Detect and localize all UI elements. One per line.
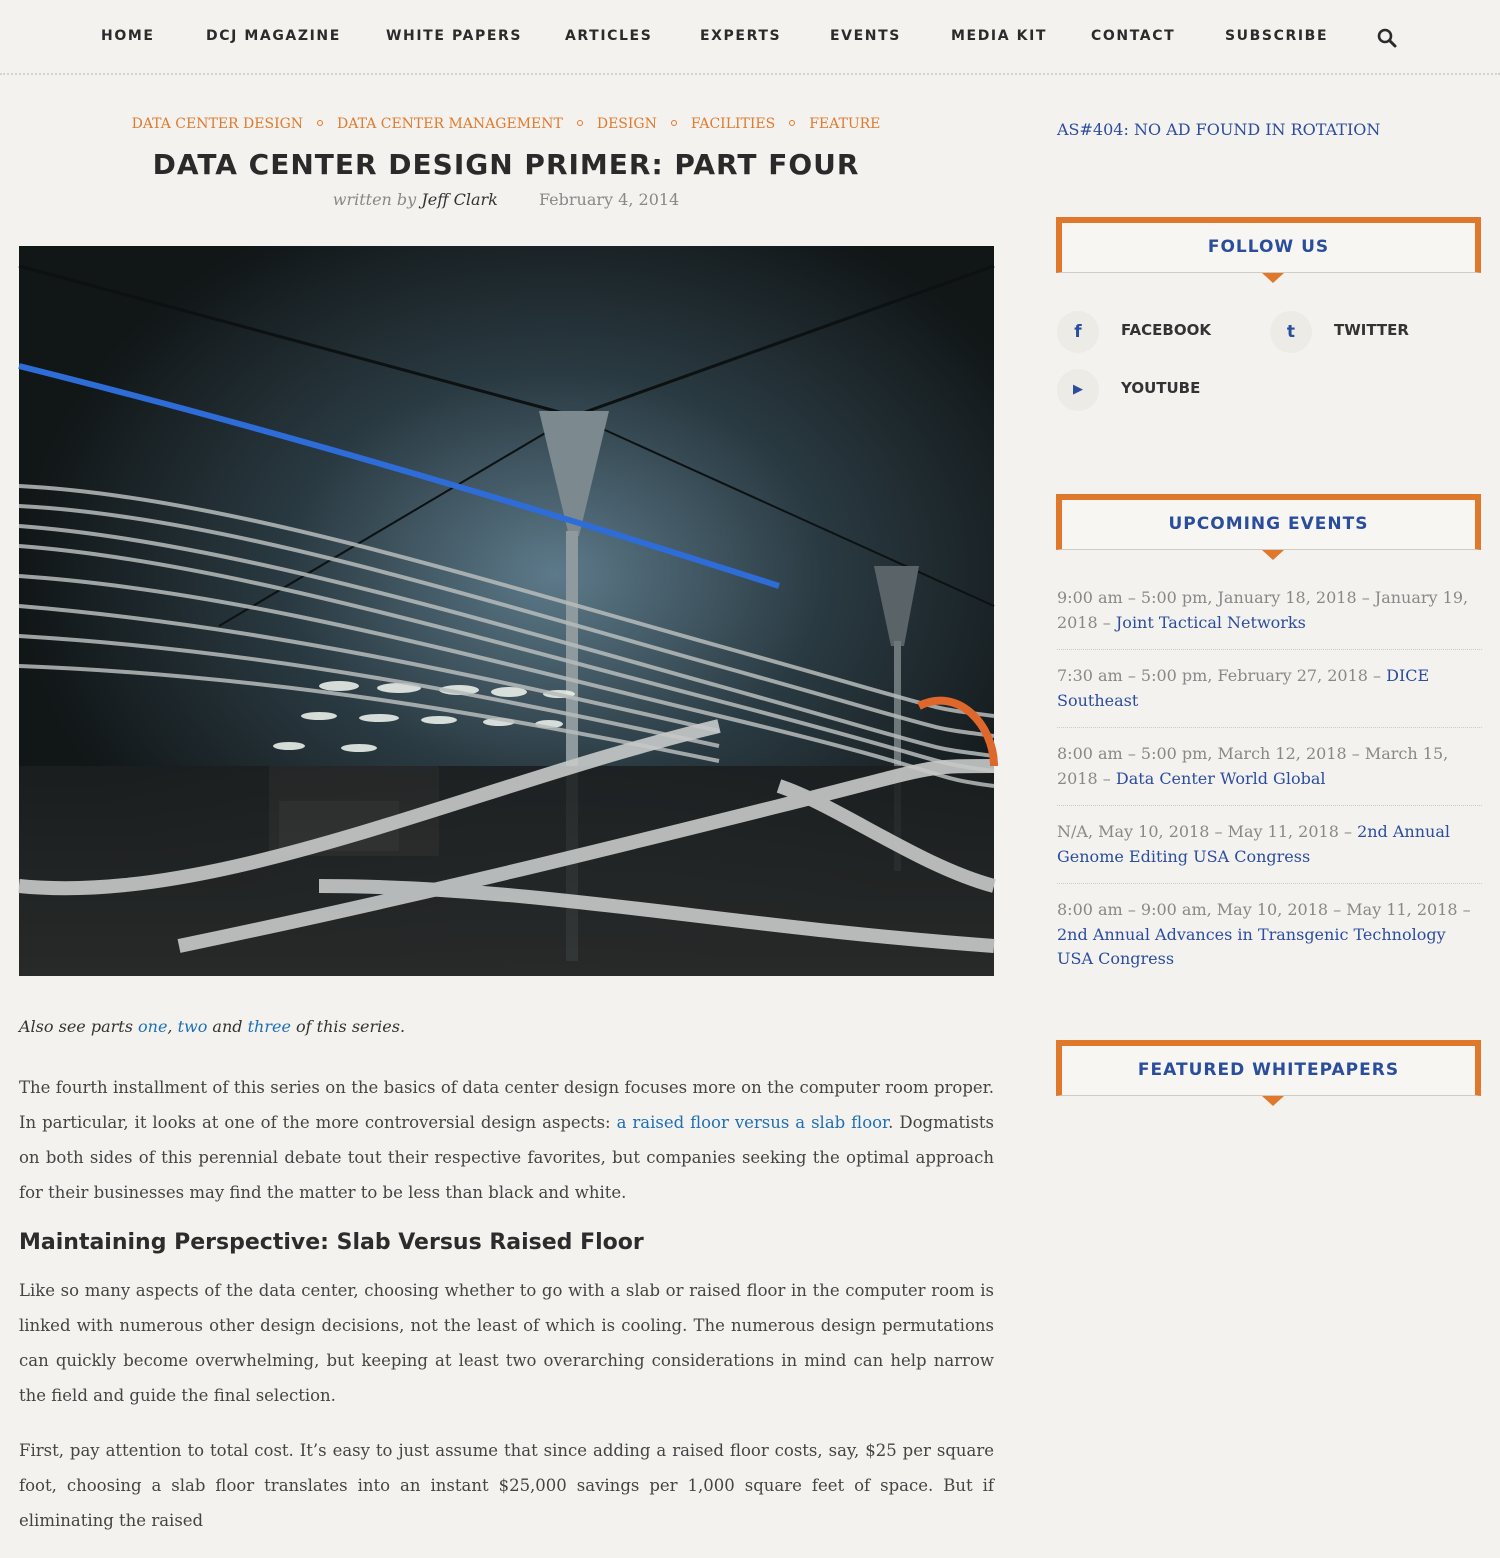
category-feature[interactable]: FEATURE [809, 116, 881, 132]
paragraph-text: . Dogmatists on both sides of this perennial debate tout their respective favorites, but companies seeking the optimal approach for their businesses may find the matter to be less than black and white. [19, 1113, 995, 1202]
header-pointer [1262, 550, 1284, 560]
facebook-link[interactable] [1057, 311, 1257, 347]
intro-text: and [207, 1017, 248, 1036]
category-design[interactable]: DESIGN [596, 116, 657, 132]
underfloor-cabling-photo [19, 246, 994, 976]
event-link[interactable]: Joint Tactical Networks [1115, 612, 1306, 632]
author-link[interactable]: Jeff Clark [421, 190, 498, 209]
twitter-label: TWITTER [1334, 321, 1409, 339]
event-item [1057, 586, 1482, 650]
paragraph-3: First, pay attention to total cost. It’s easy to just assume that since adding a raised floor costs, say, $25 per square foot, choosing a slab floor translates into an instant $25,000 savings per 1,000 square feet of space. But if eliminating the raised [19, 1441, 994, 1530]
written-by-label: written by [332, 190, 417, 209]
separator-dot [789, 120, 795, 126]
intro-text: Also see parts [19, 1017, 138, 1036]
category-data-center-management[interactable]: DATA CENTER MANAGEMENT [337, 116, 563, 132]
series-intro [19, 1012, 994, 1042]
separator-dot [577, 120, 583, 126]
part-three-link[interactable]: three [247, 1017, 291, 1036]
event-item [1057, 664, 1482, 728]
nav-dcj-magazine[interactable]: DCJ MAGAZINE [206, 28, 341, 44]
category-data-center-design[interactable]: DATA CENTER DESIGN [131, 116, 304, 132]
event-time: 9:00 am – 5:00 pm, January 18, 2018 – January 19, 2018 [1057, 588, 1469, 632]
nav-white-papers[interactable]: WHITE PAPERS [386, 28, 523, 44]
upcoming-events-title: UPCOMING EVENTS [1168, 514, 1369, 534]
facebook-icon: f [1057, 311, 1099, 353]
follow-us-header [1056, 217, 1481, 273]
nav-experts[interactable]: EXPERTS [700, 28, 782, 44]
event-item [1057, 898, 1482, 986]
publish-date: February 4, 2014 [538, 190, 680, 209]
event-separator: – [1338, 822, 1358, 841]
featured-whitepapers-header [1056, 1040, 1481, 1096]
nav-contact[interactable]: CONTACT [1091, 28, 1176, 44]
event-time: 8:00 am – 9:00 am, May 10, 2018 – May 11, 2018 [1057, 900, 1458, 919]
youtube-label: YOUTUBE [1121, 379, 1201, 397]
event-separator: – [1097, 612, 1116, 632]
event-time: N/A, May 10, 2018 – May 11, 2018 [1057, 822, 1339, 841]
paragraph-2: Like so many aspects of the data center, choosing whether to go with a slab or raised floor in the computer room is linked with numerous other design decisions, not the least of which is cooling. The numerous design permutations can quickly become overwhelming, but keeping at least two overarching considerations in mind can help narrow the field and guide the final selection. [19, 1281, 994, 1405]
event-separator: – [1367, 666, 1387, 685]
event-link[interactable]: Data Center World Global [1115, 768, 1326, 788]
paragraph-1 [19, 1070, 994, 1210]
part-one-link[interactable]: one [138, 1017, 168, 1036]
event-separator: – [1097, 768, 1116, 788]
featured-whitepapers-title: FEATURED WHITEPAPERS [1137, 1060, 1400, 1080]
article-hero-image [19, 246, 994, 976]
raised-floor-link[interactable]: a raised floor versus a slab floor [616, 1113, 889, 1132]
paragraph-text: The fourth installment of this series on the basics of data center design focuses more on the computer room proper. In particular, it looks at one of the more controversial design aspects: [19, 1078, 994, 1132]
event-time: 8:00 am – 5:00 pm, March 12, 2018 – March 15, 2018 [1057, 744, 1449, 788]
category-list [0, 116, 1012, 132]
nav-subscribe[interactable]: SUBSCRIBE [1225, 28, 1329, 44]
nav-home[interactable]: HOME [101, 28, 155, 44]
top-navigation [0, 0, 1500, 75]
nav-media-kit[interactable]: MEDIA KIT [951, 28, 1048, 44]
part-two-link[interactable]: two [177, 1017, 208, 1036]
event-time: 7:30 am – 5:00 pm, February 27, 2018 [1057, 666, 1368, 685]
intro-text: of this series. [290, 1017, 406, 1036]
article-body [19, 1012, 994, 1558]
intro-text: , [167, 1017, 178, 1036]
event-link[interactable]: 2nd Annual Genome Editing USA Congress [1057, 822, 1450, 866]
twitter-link[interactable] [1270, 311, 1470, 347]
header-pointer [1262, 273, 1284, 283]
nav-articles[interactable]: ARTICLES [565, 28, 653, 44]
youtube-link[interactable] [1057, 369, 1257, 405]
header-pointer [1262, 1096, 1284, 1106]
search-icon[interactable] [1377, 28, 1397, 48]
follow-us-title: FOLLOW US [1207, 237, 1330, 257]
byline [0, 190, 1012, 209]
upcoming-events-header [1056, 494, 1481, 550]
facebook-label: FACEBOOK [1121, 321, 1211, 339]
category-facilities[interactable]: FACILITIES [690, 116, 776, 132]
event-item [1057, 820, 1482, 884]
separator-dot [317, 120, 323, 126]
twitter-icon: t [1270, 311, 1312, 353]
event-separator: – [1457, 900, 1471, 919]
youtube-icon: ▶ [1057, 369, 1099, 411]
ad-placeholder[interactable]: AS#404: NO AD FOUND IN ROTATION [1057, 120, 1381, 139]
nav-events[interactable]: EVENTS [830, 28, 901, 44]
event-link[interactable]: 2nd Annual Advances in Transgenic Technology USA Congress [1057, 924, 1446, 968]
section-heading: Maintaining Perspective: Slab Versus Raised Floor [19, 1230, 644, 1255]
article-title: DATA CENTER DESIGN PRIMER: PART FOUR [152, 148, 860, 181]
event-item [1057, 742, 1482, 806]
separator-dot [671, 120, 677, 126]
event-link[interactable]: DICE Southeast [1057, 666, 1430, 710]
